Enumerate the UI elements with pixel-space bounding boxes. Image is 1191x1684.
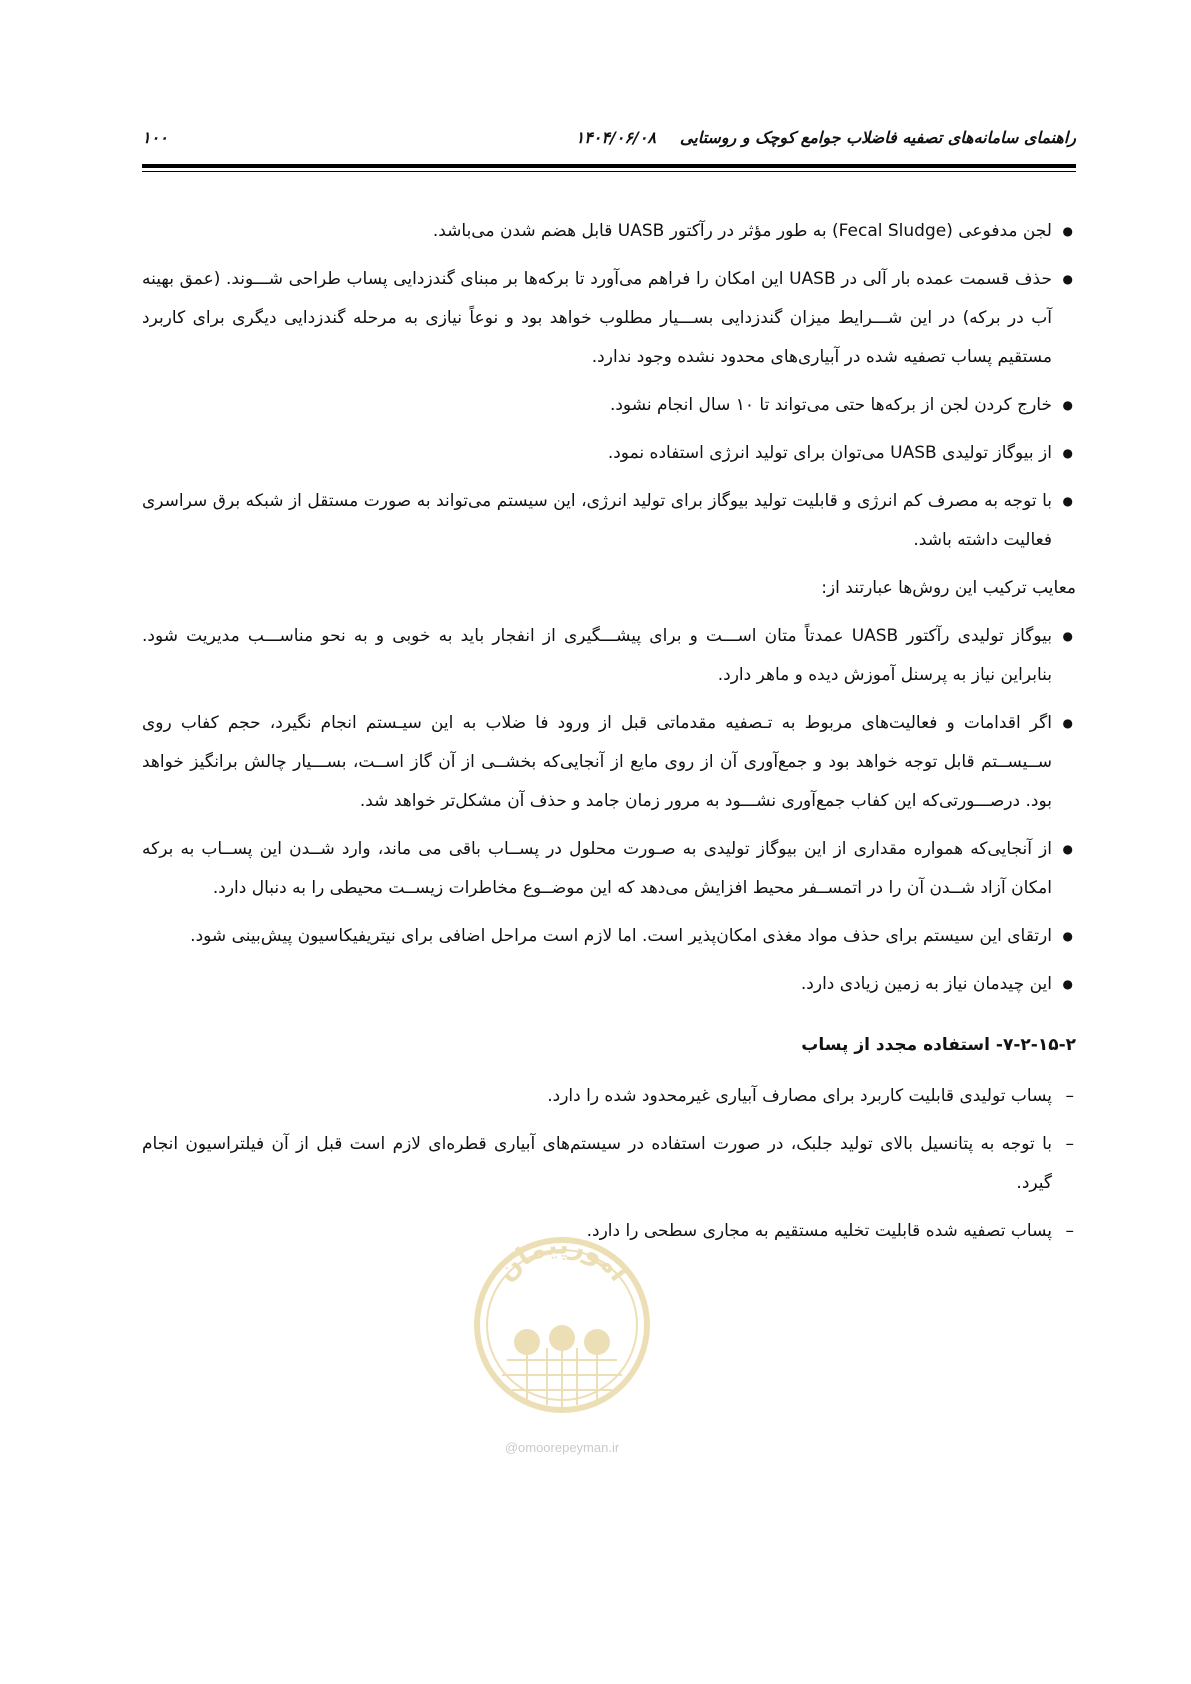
list-item: ● با توجه به مصرف کم انرژی و قابلیت تولید بیوگاز برای تولید انرژی، این سیستم می‌تواند به صورت مستقل از شبکه برق سراسری فعالیت داشته باشد.: [142, 482, 1076, 560]
list-item: – پساب تولیدی قابلیت کاربرد برای مصارف آبیاری غیرمحدود شده را دارد.: [142, 1077, 1076, 1116]
list-item: ● بیوگاز تولیدی رآکتور UASB عمدتاً متان اســـت و برای پیشـــگیری از انفجار باید به خوبی و به نحو مناســـب مدیریت شود. بنابراین نیاز به پرسنل آموزش دیده و ماهر دارد.: [142, 617, 1076, 695]
list-item: ● لجن مدفوعی (Fecal Sludge) به طور مؤثر در رآکتور UASB قابل هضم شدن می‌باشد.: [142, 212, 1076, 251]
advantages-list: [142, 212, 1076, 560]
list-item: ● این چیدمان نیاز به زمین زیادی دارد.: [142, 965, 1076, 1004]
header-rule-thick: [142, 164, 1076, 168]
header-title: راهنمای سامانه‌های تصفیه فاضلاب جوامع کوچک و روستایی: [679, 128, 1076, 147]
list-item: – پساب تصفیه شده قابلیت تخلیه مستقیم به مجاری سطحی را دارد.: [142, 1212, 1076, 1251]
page-body: [142, 212, 1076, 1260]
list-item: ● خارج کردن لجن از برکه‌ها حتی می‌تواند تا ۱۰ سال انجام نشود.: [142, 386, 1076, 425]
disadvantages-intro: معایب ترکیب این روش‌ها عبارتند از:: [821, 578, 1076, 598]
section-heading: ۷-۲-۱۵-۲- استفاده مجدد از پساب: [801, 1035, 1076, 1055]
list-item: ● حذف قسمت عمده بار آلی در UASB این امکان را فراهم می‌آورد تا برکه‌ها بر مبنای گندزدایی پساب طراحی شـــوند. (عمق بهینه آب در برکه) در این شـــرایط میزان گندزدایی بســـیار مطلوب خواهد بود و نوعاً نیازی به مرحله گندزدایی دیگری برای کاربرد مستقیم پساب تصفیه شده در آبیاری‌های محدود نشده وجود ندارد.: [142, 260, 1076, 377]
watermark-url: @omoorepeyman.ir: [504, 1440, 620, 1455]
list-item: – با توجه به پتانسیل بالای تولید جلبک، در صورت استفاده در سیستم‌های آبیاری قطره‌ای لازم است قبل از آن فیلتراسیون انجام گیرد.: [142, 1125, 1076, 1203]
watermark-logo-text: امورپیمان: [491, 1230, 634, 1288]
disadvantages-list: [142, 617, 1076, 1004]
watermark-logo-icon: [462, 1230, 662, 1435]
list-item: ● از بیوگاز تولیدی UASB می‌توان برای تولید انرژی استفاده نمود.: [142, 434, 1076, 473]
page-header: [142, 128, 1076, 152]
list-item: ● ارتقای این سیستم برای حذف مواد مغذی امکان‌پذیر است. اما لازم است مراحل اضافی برای نیتریفیکاسیون پیش‌بینی شود.: [142, 917, 1076, 956]
header-date: ۱۴۰۴/۰۶/۰۸: [575, 128, 656, 147]
watermark: [462, 1230, 662, 1470]
page-number: ۱۰۰: [142, 128, 168, 147]
header-rule-thin: [142, 171, 1076, 172]
reuse-list: [142, 1077, 1076, 1251]
svg-text:امورپیمان: [491, 1230, 633, 1287]
list-item: ● اگر اقدامات و فعالیت‌های مربوط به تـصفیه مقدماتی قبل از ورود فا ضلاب به این سیـستم انجام نگیرد، حجم کفاب روی ســیســتم قابل توجه خواهد بود و جمع‌آوری آن از روی مایع از آنجایی‌که بخشــی از آن گاز اســت، بســـیار چالش برانگیز خواهد بود. درصـــورتی‌که این کفاب جمع‌آوری نشـــود به مرور زمان جامد و حذف آن مشکل‌تر خواهد شد.: [142, 704, 1076, 821]
list-item: ● از آنجایی‌که همواره مقداری از این بیوگاز تولیدی به صـورت محلول در پســاب باقی می ماند، وارد شــدن این پســاب به برکه امکان آزاد شــدن آن را در اتمســفر محیط افزایش می‌دهد که این موضــوع مخاطرات زیســت محیطی را به دنبال دارد.: [142, 830, 1076, 908]
